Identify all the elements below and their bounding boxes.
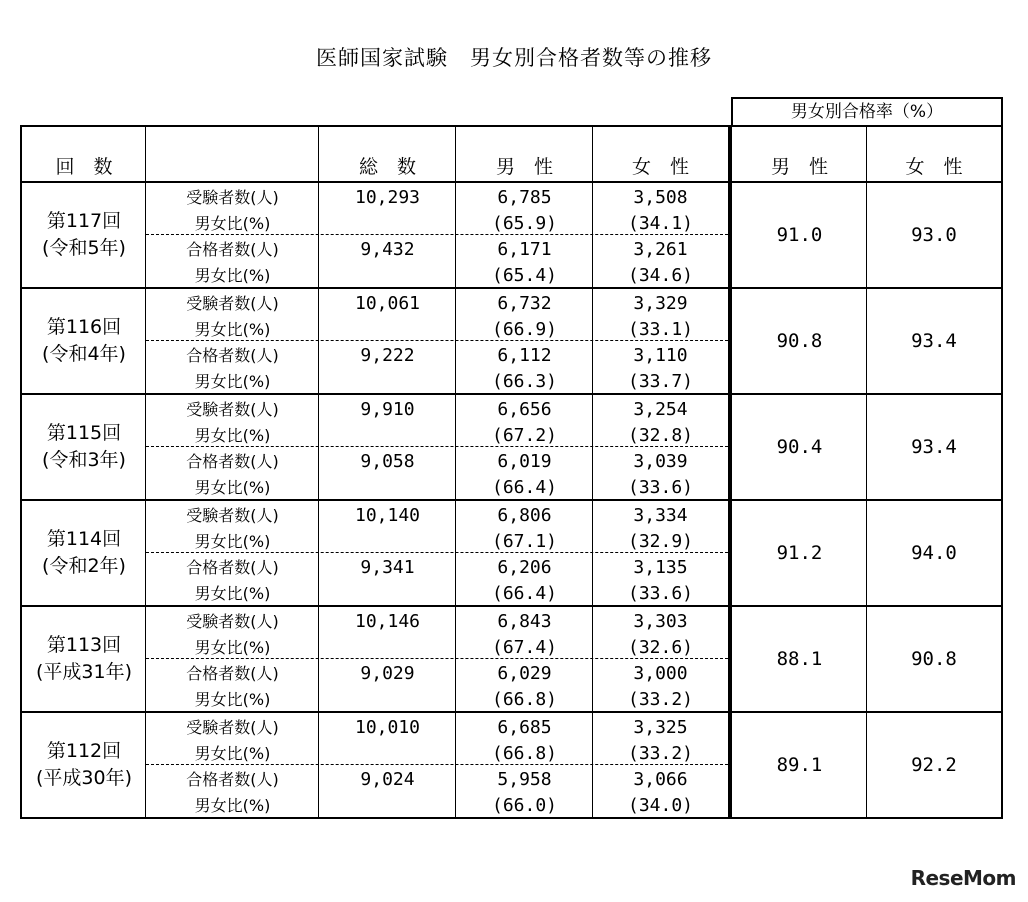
passers-total: 9,058 [360,451,415,472]
pass-rate-male: 90.8 [776,330,823,352]
examinees-male: 6,785 [497,187,552,208]
passers-male: 6,206 [497,557,552,578]
rate-block [732,711,1001,817]
passers-male: 6,171 [497,239,552,260]
session-block [22,287,728,393]
pass-rate-female: 93.0 [911,224,957,246]
passers-total: 9,029 [360,663,415,684]
examinees-female: 3,329 [633,293,688,314]
examinees-ratio-female: (33.2) [627,743,694,764]
session-label [22,183,146,287]
examinees-total: 10,061 [354,293,421,314]
pass-rate-female: 92.2 [911,754,957,776]
examinees-female: 3,508 [633,187,688,208]
examinees-female: 3,325 [633,717,688,738]
examinees-female: 3,303 [633,611,688,632]
pass-rate-male: 91.2 [776,542,823,564]
examinees-male: 6,843 [497,611,552,632]
examinees-total: 10,140 [354,505,421,526]
examinees-female: 3,254 [633,399,688,420]
passers-female: 3,261 [633,239,688,260]
session-block [22,711,728,817]
examinees-ratio-male: (65.9) [491,213,558,234]
row-label-ratio: 男女比(%) [194,214,271,233]
rate-block [732,605,1001,711]
examinees-ratio-female: (34.1) [627,213,694,234]
session-era: (令和2年) [42,555,126,577]
rate-block [732,393,1001,499]
examinees-total: 10,146 [354,611,421,632]
passers-ratio-female: (34.0) [627,795,694,816]
passers-ratio-female: (33.2) [627,689,694,710]
examinees-ratio-male: (67.1) [491,531,558,552]
passers-female: 3,039 [633,451,688,472]
examinees-ratio-female: (33.1) [627,319,694,340]
passers-male: 6,019 [497,451,552,472]
logo-text: ReseMom [910,866,1016,890]
row-label-ratio: 男女比(%) [194,372,271,391]
header-total: 総 数 [358,156,416,178]
row-label-ratio: 男女比(%) [194,426,271,445]
passers-total: 9,222 [360,345,415,366]
pass-rate-table [730,125,1003,819]
examinees-male: 6,806 [497,505,552,526]
row-label-ratio: 男女比(%) [194,532,271,551]
passers-male: 5,958 [497,769,552,790]
passers-ratio-male: (66.3) [491,371,558,392]
session-era: (令和4年) [42,343,126,365]
examinees-ratio-female: (32.6) [627,637,694,658]
examinees-total: 9,910 [360,399,415,420]
page-title: 医師国家試験 男女別合格者数等の推移 [316,46,712,70]
session-block [22,605,728,711]
session-number: 第115回 [46,422,122,444]
passers-ratio-male: (66.4) [491,583,558,604]
pass-rate-header: 男女別合格率（%） [731,97,1003,126]
passers-female: 3,066 [633,769,688,790]
passers-ratio-male: (65.4) [491,265,558,286]
examinees-ratio-female: (32.8) [627,425,694,446]
session-label [22,395,146,499]
session-label [22,501,146,605]
rate-block [732,287,1001,393]
row-label-examinees: 受験者数(人) [186,294,279,313]
session-block [22,181,728,287]
examinees-ratio-male: (67.4) [491,637,558,658]
passers-total: 9,024 [360,769,415,790]
passers-ratio-male: (66.4) [491,477,558,498]
resemom-logo [911,866,1016,890]
passers-female: 3,135 [633,557,688,578]
pass-rate-female: 94.0 [911,542,957,564]
session-era: (令和3年) [42,449,126,471]
header-male: 男 性 [495,156,553,178]
session-block [22,393,728,499]
passers-female: 3,110 [633,345,688,366]
pass-rate-female: 93.4 [911,330,957,352]
session-number: 第116回 [46,316,122,338]
row-label-passers: 合格者数(人) [186,664,279,683]
row-label-ratio: 男女比(%) [194,320,271,339]
header-rate-female: 女 性 [905,156,963,178]
row-label-passers: 合格者数(人) [186,346,279,365]
header-female: 女 性 [631,156,689,178]
pass-rate-male: 91.0 [776,224,823,246]
pass-rate-female: 90.8 [911,648,957,670]
session-label [22,713,146,817]
passers-ratio-male: (66.0) [491,795,558,816]
rate-block [732,181,1001,287]
examinees-ratio-female: (32.9) [627,531,694,552]
examinees-male: 6,685 [497,717,552,738]
row-label-examinees: 受験者数(人) [186,188,279,207]
session-label [22,289,146,393]
row-label-ratio: 男女比(%) [194,638,271,657]
row-label-ratio: 男女比(%) [194,478,271,497]
passers-ratio-female: (33.6) [627,477,694,498]
session-label [22,607,146,711]
session-block [22,499,728,605]
header-session: 回 数 [55,156,113,178]
pass-rate-male: 88.1 [776,648,823,670]
row-label-passers: 合格者数(人) [186,240,279,259]
row-label-passers: 合格者数(人) [186,770,279,789]
passers-ratio-male: (66.8) [491,689,558,710]
row-label-passers: 合格者数(人) [186,558,279,577]
counts-table [20,125,730,819]
pass-rate-male: 90.4 [776,436,823,458]
session-number: 第112回 [46,740,122,762]
examinees-ratio-male: (66.8) [491,743,558,764]
header-rate-male: 男 性 [770,156,828,178]
passers-total: 9,432 [360,239,415,260]
session-number: 第114回 [46,528,122,550]
session-number: 第117回 [46,210,122,232]
rate-block [732,499,1001,605]
session-era: (令和5年) [42,237,126,259]
row-label-ratio: 男女比(%) [194,690,271,709]
pass-rate-male: 89.1 [776,754,823,776]
row-label-ratio: 男女比(%) [194,584,271,603]
passers-total: 9,341 [360,557,415,578]
row-label-ratio: 男女比(%) [194,266,271,285]
row-label-ratio: 男女比(%) [194,796,271,815]
examinees-female: 3,334 [633,505,688,526]
passers-male: 6,112 [497,345,552,366]
passers-ratio-female: (34.6) [627,265,694,286]
examinees-male: 6,732 [497,293,552,314]
examinees-total: 10,010 [354,717,421,738]
examinees-total: 10,293 [354,187,421,208]
row-label-examinees: 受験者数(人) [186,718,279,737]
row-label-examinees: 受験者数(人) [186,612,279,631]
row-label-examinees: 受験者数(人) [186,506,279,525]
pass-rate-female: 93.4 [911,436,957,458]
passers-ratio-female: (33.6) [627,583,694,604]
passers-ratio-female: (33.7) [627,371,694,392]
examinees-male: 6,656 [497,399,552,420]
examinees-ratio-male: (66.9) [491,319,558,340]
session-era: (平成30年) [35,767,132,789]
session-number: 第113回 [46,634,122,656]
results-table [20,125,1003,819]
row-label-ratio: 男女比(%) [194,744,271,763]
session-era: (平成31年) [35,661,132,683]
row-label-passers: 合格者数(人) [186,452,279,471]
passers-female: 3,000 [633,663,688,684]
passers-male: 6,029 [497,663,552,684]
examinees-ratio-male: (67.2) [491,425,558,446]
row-label-examinees: 受験者数(人) [186,400,279,419]
